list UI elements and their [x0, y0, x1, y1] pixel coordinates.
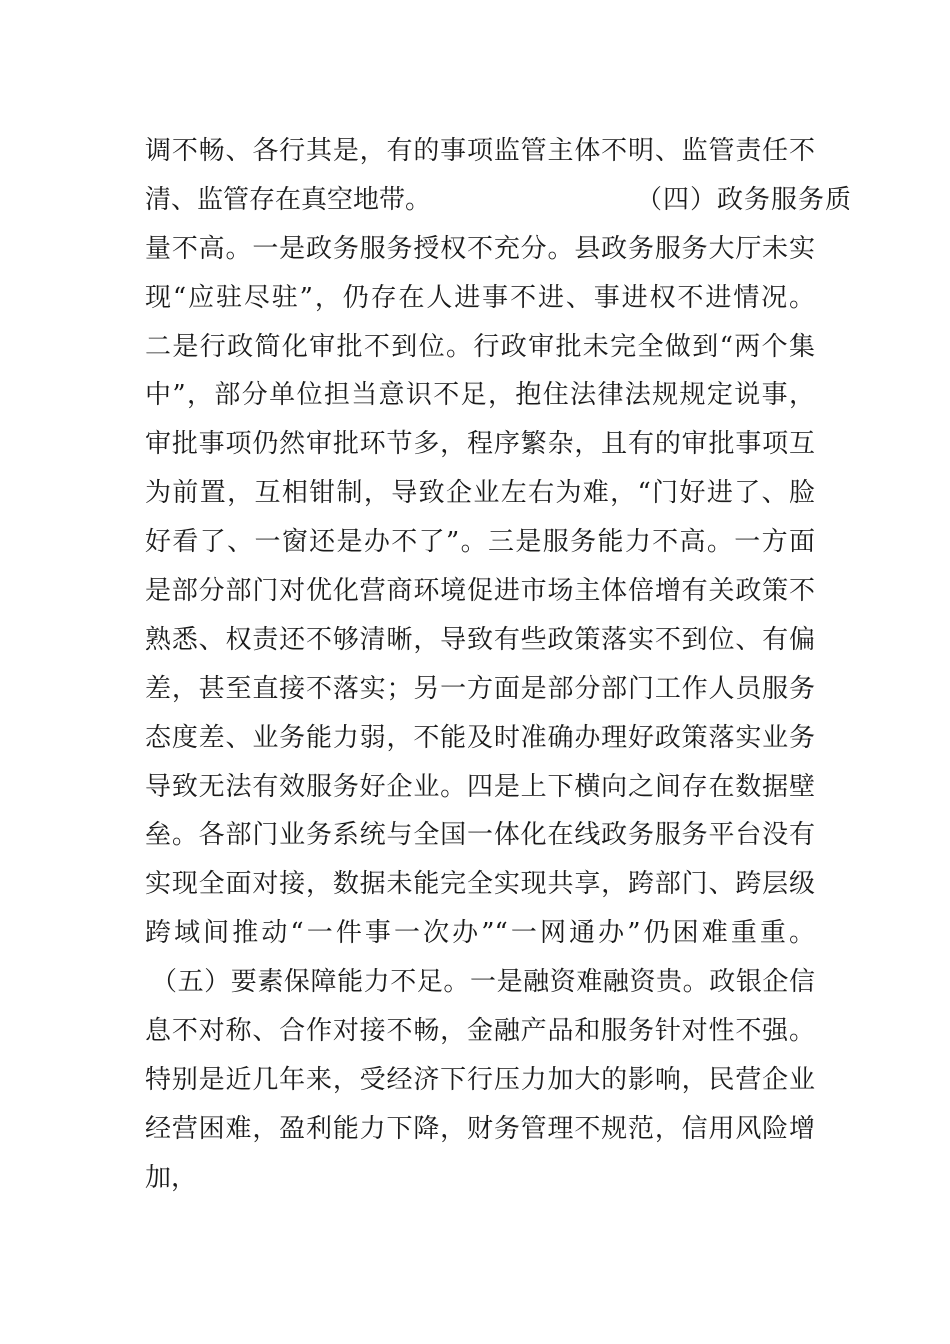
text-line: 调不畅、各行其是，有的事项监管主体不明、监管责任不	[145, 136, 815, 166]
text-line: 差，甚至直接不落实；另一方面是部分部门工作人员服务	[145, 673, 815, 704]
text-line: 经营困难，盈利能力下降，财务管理不规范，信用风险增	[145, 1113, 815, 1144]
text-line-part: 清、监管存在真空地带。	[145, 184, 432, 215]
text-line: 息不对称、合作对接不畅，金融产品和服务针对性不强。	[145, 1016, 815, 1047]
text-line	[145, 176, 853, 225]
text-line: 现“应驻尽驻”，仍存在人进事不进、事进权不进情况。	[145, 282, 815, 313]
text-line: 态度差、业务能力弱，不能及时准确办理好政策落实业务	[145, 722, 815, 753]
text-line: 量不高。一是政务服务授权不充分。县政务服务大厅未实	[145, 233, 815, 264]
text-line: 二是行政简化审批不到位。行政审批未完全做到“两个集	[145, 331, 815, 362]
document-body	[145, 127, 853, 1203]
text-line: 中”，部分单位担当意识不足，抱住法律法规规定说事，	[145, 380, 815, 411]
text-line: 为前置，互相钳制，导致企业左右为难，“门好进了、脸	[145, 478, 815, 509]
section-heading-five-line: （五）要素保障能力不足。一是融资难融资贵。政银企信	[151, 967, 815, 998]
text-line: 加，	[145, 1162, 198, 1193]
text-line: 特别是近几年来，受经济下行压力加大的影响，民营企业	[145, 1064, 815, 1095]
text-line: 跨域间推动“一件事一次办”“一网通办”仍困难重重。	[145, 918, 815, 949]
text-line: 导致无法有效服务好企业。四是上下横向之间存在数据壁	[145, 771, 815, 802]
text-line: 熟悉、权责还不够清晰，导致有些政策落实不到位、有偏	[145, 624, 815, 655]
text-line: 好看了、一窗还是办不了”。三是服务能力不高。一方面	[145, 527, 815, 558]
text-line: 是部分部门对优化营商环境促进市场主体倍增有关政策不	[145, 576, 815, 607]
text-line: 实现全面对接，数据未能完全实现共享，跨部门、跨层级	[145, 869, 815, 900]
section-heading-four: （四）政务服务质	[636, 184, 853, 215]
text-line: 审批事项仍然审批环节多，程序繁杂，且有的审批事项互	[145, 429, 815, 460]
text-line: 垒。各部门业务系统与全国一体化在线政务服务平台没有	[145, 820, 815, 851]
